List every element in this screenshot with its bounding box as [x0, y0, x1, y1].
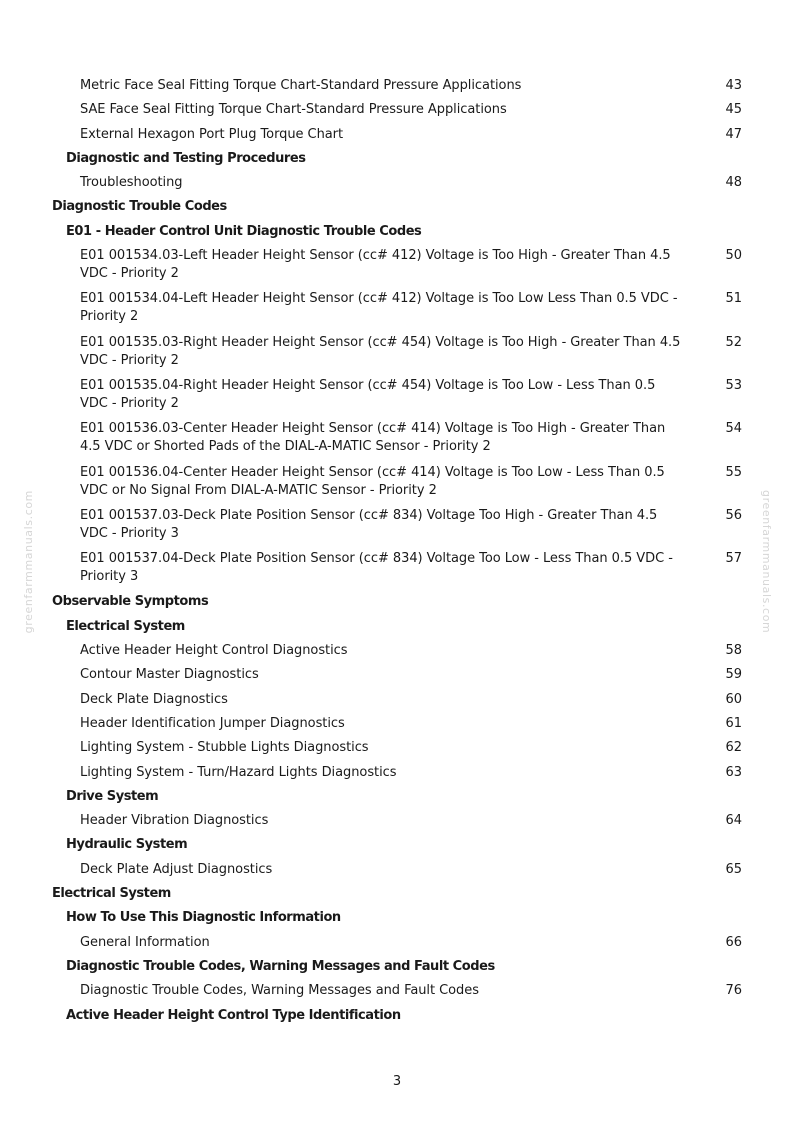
- toc-entry-title: E01 - Header Control Unit Diagnostic Trouble Codes: [66, 223, 422, 239]
- toc-entry[interactable]: [0, 174, 794, 192]
- toc-entry[interactable]: [0, 507, 794, 543]
- toc-heading: [0, 1007, 794, 1025]
- toc-heading: [0, 618, 794, 636]
- toc-entry-page: 65: [725, 861, 742, 877]
- toc-entry-page: 66: [725, 934, 742, 950]
- toc-entry-page: 61: [725, 715, 742, 731]
- toc-entry-title: Active Header Height Control Type Identification: [66, 1007, 401, 1023]
- toc-entry-page: 52: [725, 334, 742, 350]
- toc-entry-page: 63: [725, 764, 742, 780]
- toc-entry-title: Hydraulic System: [66, 837, 188, 853]
- toc-entry-title: Active Header Height Control Diagnostics: [80, 643, 348, 659]
- toc-entry-page: 76: [725, 983, 742, 999]
- toc-entry-title: Header Identification Jumper Diagnostics: [80, 715, 345, 731]
- toc-entry-title: Lighting System - Stubble Lights Diagnostics: [80, 740, 369, 756]
- toc-entry-title: Diagnostic and Testing Procedures: [66, 150, 306, 166]
- toc-entry[interactable]: [0, 715, 794, 733]
- toc-entry[interactable]: [0, 77, 794, 95]
- toc-entry-title: Header Vibration Diagnostics: [80, 813, 269, 829]
- toc-entry-title: SAE Face Seal Fitting Torque Chart-Standard Pressure Applications: [80, 102, 507, 118]
- toc-entry-title: Metric Face Seal Fitting Torque Chart-Standard Pressure Applications: [80, 78, 522, 93]
- toc-entry-title: E01 001536.04-Center Header Height Sensor (cc# 414) Voltage is Too Low - Less Than 0.5 VDC or No Signal From DIAL-A-MATIC Sensor - Priority 2: [80, 464, 665, 498]
- toc-entry[interactable]: [0, 334, 794, 370]
- toc-entry[interactable]: [0, 934, 794, 952]
- toc-entry[interactable]: [0, 982, 794, 1000]
- toc-entry[interactable]: [0, 812, 794, 830]
- toc-entry-title: Observable Symptoms: [52, 594, 209, 610]
- toc-entry-title: How To Use This Diagnostic Information: [66, 910, 341, 926]
- toc-entry-title: General Information: [80, 934, 210, 950]
- toc-heading: [0, 198, 794, 216]
- toc-entry[interactable]: [0, 691, 794, 709]
- toc-heading: [0, 223, 794, 241]
- toc-entry-title: Electrical System: [66, 618, 185, 634]
- toc-entry-title: E01 001535.04-Right Header Height Sensor (cc# 454) Voltage is Too Low - Less Than 0.5 VDC - Priority 2: [80, 377, 656, 411]
- toc-entry-title: Troubleshooting: [80, 175, 183, 191]
- toc-entry-page: 57: [725, 551, 742, 567]
- toc-heading: [0, 150, 794, 168]
- toc-entry-title: E01 001537.04-Deck Plate Position Sensor (cc# 834) Voltage Too Low - Less Than 0.5 VDC - Priority 3: [80, 551, 673, 585]
- toc-entry-page: 64: [725, 813, 742, 829]
- toc-entry[interactable]: [0, 420, 794, 456]
- toc-entry-title: Diagnostic Trouble Codes, Warning Messages and Fault Codes: [80, 983, 479, 999]
- toc-entry-page: 51: [725, 291, 742, 307]
- toc-entry[interactable]: [0, 247, 794, 283]
- toc-entry-page: 43: [725, 78, 742, 93]
- toc-entry-page: 59: [725, 667, 742, 683]
- toc-entry-page: 62: [725, 740, 742, 756]
- toc-entry-page: 45: [725, 102, 742, 118]
- watermark-right: greenfarmmanuals.com: [760, 490, 773, 634]
- toc-entry[interactable]: [0, 764, 794, 782]
- toc-entry[interactable]: [0, 861, 794, 879]
- toc-heading: [0, 788, 794, 806]
- toc-entry-title: Diagnostic Trouble Codes: [52, 199, 227, 215]
- toc-entry-title: E01 001534.04-Left Header Height Sensor (cc# 412) Voltage is Too Low Less Than 0.5 VDC - Priority 2: [80, 291, 678, 325]
- toc-entry-title: E01 001537.03-Deck Plate Position Sensor (cc# 834) Voltage Too High - Greater Than 4.5 VDC - Priority 3: [80, 507, 658, 541]
- toc-entry-title: Drive System: [66, 788, 159, 804]
- toc-entry-title: Contour Master Diagnostics: [80, 667, 259, 683]
- toc-entry-title: Deck Plate Diagnostics: [80, 691, 228, 707]
- toc-entry-page: 48: [725, 175, 742, 191]
- toc-entry-title: Lighting System - Turn/Hazard Lights Diagnostics: [80, 764, 397, 780]
- toc-entry[interactable]: [0, 550, 794, 586]
- toc-entry-page: 50: [725, 248, 742, 264]
- toc-entry-title: Deck Plate Adjust Diagnostics: [80, 861, 273, 877]
- toc-entry[interactable]: [0, 739, 794, 757]
- watermark-left: greenfarmmanuals.com: [22, 490, 35, 634]
- toc-entry-page: 47: [725, 126, 742, 142]
- toc-entry-title: External Hexagon Port Plug Torque Chart: [80, 126, 344, 142]
- toc-entry-page: 58: [725, 643, 742, 659]
- toc-entry-page: 56: [725, 507, 742, 523]
- toc-entry[interactable]: [0, 464, 794, 500]
- toc-entry[interactable]: [0, 642, 794, 660]
- toc-entry[interactable]: [0, 377, 794, 413]
- toc-entry-page: 54: [725, 421, 742, 437]
- toc-entry[interactable]: [0, 666, 794, 684]
- toc-entry[interactable]: [0, 126, 794, 144]
- toc-heading: [0, 885, 794, 903]
- toc-entry-title: Diagnostic Trouble Codes, Warning Messages and Fault Codes: [66, 958, 495, 974]
- toc-entry-page: 53: [725, 377, 742, 393]
- toc-entry-title: Electrical System: [52, 886, 171, 902]
- toc-heading: [0, 909, 794, 927]
- toc-heading: [0, 958, 794, 976]
- toc-heading: [0, 593, 794, 611]
- toc-entry-title: E01 001536.03-Center Header Height Sensor (cc# 414) Voltage is Too High - Greater Than 4.5 VDC or Shorted Pads of the DIAL-A-MATIC Sensor - Priority 2: [80, 421, 666, 455]
- toc-entry-title: E01 001535.03-Right Header Height Sensor (cc# 454) Voltage is Too High - Greater Than 4.5 VDC - Priority 2: [80, 334, 681, 368]
- toc-entry-title: E01 001534.03-Left Header Height Sensor (cc# 412) Voltage is Too High - Greater Than 4.5 VDC - Priority 2: [80, 248, 671, 282]
- page-number: 3: [392, 1074, 402, 1089]
- toc-entry-page: 60: [725, 691, 742, 707]
- toc-heading: [0, 836, 794, 854]
- table-of-contents: [0, 77, 794, 1031]
- toc-entry[interactable]: [0, 101, 794, 119]
- toc-entry[interactable]: [0, 290, 794, 326]
- toc-entry-page: 55: [725, 464, 742, 480]
